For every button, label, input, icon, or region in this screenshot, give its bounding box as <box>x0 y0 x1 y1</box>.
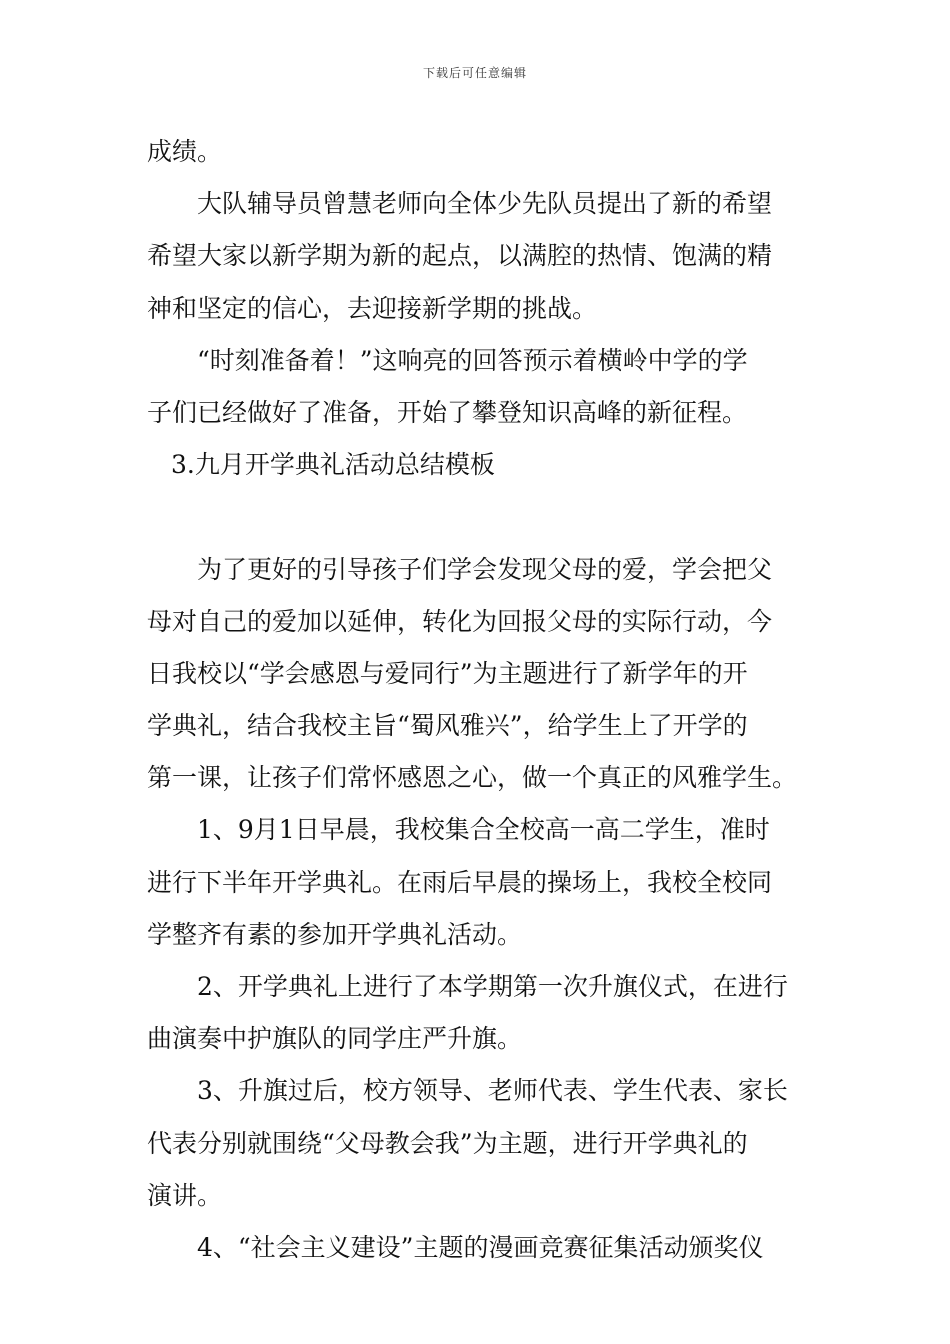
text-line: 大队辅导员曾慧老师向全体少先队员提出了新的希望 <box>197 189 773 219</box>
text-line: “时刻准备着！”这响亮的回答预示着横岭中学的学 <box>197 345 748 375</box>
text-line: 演讲。 <box>147 1180 223 1210</box>
text-line: 学典礼，结合我校主旨“蜀风雅兴”，给学生上了开学的 <box>147 711 748 741</box>
text-line: 进行下半年开学典礼。在雨后早晨的操场上，我校全校同 <box>147 867 773 897</box>
text-line: 曲演奏中护旗队的同学庄严升旗。 <box>147 1024 523 1054</box>
document-body <box>147 126 807 1274</box>
text-line: 成绩。 <box>147 137 223 166</box>
paragraph <box>147 804 807 961</box>
text-line: 子们已经做好了准备，开始了攀登知识高峰的新征程。 <box>147 397 748 427</box>
text-line: 母对自己的爱加以延伸，转化为回报父母的实际行动，今 <box>147 606 773 636</box>
text-line: 3、升旗过后，校方领导、老师代表、学生代表、家长 <box>197 1076 788 1106</box>
text-line: 3.九月开学典礼活动总结模板 <box>171 450 495 480</box>
paragraph <box>147 335 807 439</box>
paragraph <box>147 1065 807 1222</box>
text-line: 神和坚定的信心，去迎接新学期的挑战。 <box>147 293 598 323</box>
text-line: 第一课，让孩子们常怀感恩之心，做一个真正的风雅学生。 <box>147 763 798 793</box>
blank-line <box>147 491 807 543</box>
text-line: 4、“社会主义建设”主题的漫画竞赛征集活动颁奖仪 <box>197 1232 764 1262</box>
text-line: 2、开学典礼上进行了本学期第一次升旗仪式，在进行 <box>197 972 788 1001</box>
paragraph <box>147 126 807 178</box>
text-line: 为了更好的引导孩子们学会发现父母的爱，学会把父 <box>197 554 773 584</box>
section-heading <box>147 439 807 491</box>
text-line: 代表分别就围绕“父母教会我”为主题，进行开学典礼的 <box>147 1128 748 1158</box>
text-line: 1、9月1日早晨，我校集合全校高一高二学生，准时 <box>197 815 770 845</box>
page-header: 下载后可任意编辑 <box>422 66 527 80</box>
paragraph <box>147 961 807 1065</box>
paragraph <box>147 1222 807 1274</box>
text-line: 学整齐有素的参加开学典礼活动。 <box>147 919 523 949</box>
text-line: 日我校以“学会感恩与爱同行”为主题进行了新学年的开 <box>147 658 748 688</box>
text-line: 希望大家以新学期为新的起点，以满腔的热情、饱满的精 <box>147 241 773 271</box>
paragraph <box>147 544 807 805</box>
paragraph <box>147 178 807 335</box>
